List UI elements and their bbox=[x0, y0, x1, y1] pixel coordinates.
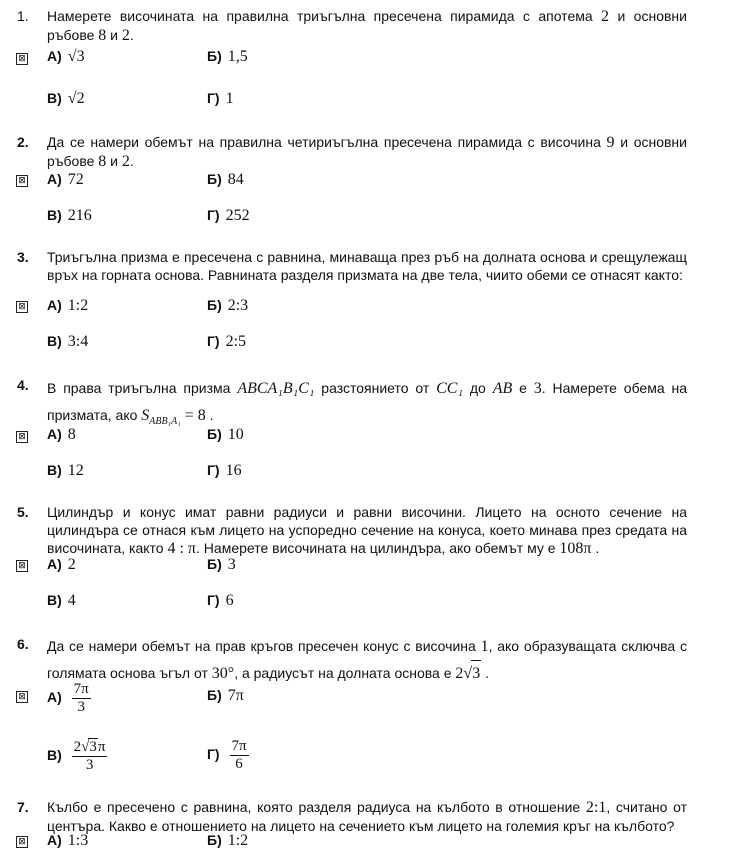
question-text: Да се намери обемът на правилна четириъгълна пресечена пирамида с височина 9 и основни ръбове 8 и 2. bbox=[47, 134, 687, 170]
option-b[interactable]: Б) 3 bbox=[207, 556, 236, 573]
option-d[interactable]: Г) 1 bbox=[207, 90, 234, 107]
option-b[interactable]: Б) 84 bbox=[207, 171, 244, 188]
question-text: Цилиндър и конус имат равни радиуси и равни височини. Лицето на осното сечение на цилиндъра се отнася към лицето на успоредно сечение на конуса, което минава през средата на височината, както 4 : π. Намерете височината на цилиндъра, ако обемът му е 108π . bbox=[47, 504, 687, 557]
fraction: $\frac{2√3\pi}{3}$ bbox=[73, 739, 106, 773]
question-text: Кълбо е пресечено с равнина, която разделя радиуса на кълбото в отношение 2:1, считано от центъра. Какво е отношението на лицето на сечението към лицето на големия кръг на кълбото? bbox=[47, 799, 687, 834]
question-text: Намерете височината на правилна триъгълна пресечена пирамида с апотема 2 и основни ръбове 8 и 2. bbox=[47, 8, 687, 44]
option-a[interactable]: А) 8 bbox=[47, 426, 76, 443]
question-number: 1. bbox=[17, 8, 29, 24]
option-d[interactable]: Г) $\frac{7\pi}{6}$ bbox=[207, 738, 247, 772]
option-c[interactable]: В) 4 bbox=[47, 592, 76, 609]
question-number: 2. bbox=[17, 134, 29, 150]
question-text: В права триъгълна призма ABCA₁B₁C₁ разстоянието от CC₁ до AB е 3. Намерете обема на призмата, ако $S_{ABB_1A_1} = 8$ . bbox=[47, 380, 688, 427]
question-text: Триъгълна призма е пресечена с равнина, минаваща през ръб на долната основа и срещулежащ връх на горната основа. Равнината разделя призмата на две тела, чиито обеми се отнасят както: bbox=[47, 249, 687, 283]
answer-checkbox[interactable]: ⊠ bbox=[16, 560, 28, 572]
answer-checkbox[interactable]: ⊠ bbox=[16, 836, 28, 848]
answer-checkbox[interactable]: ⊠ bbox=[16, 301, 28, 313]
option-a[interactable]: А) 1:3 bbox=[47, 832, 89, 849]
option-c[interactable]: В) $\frac{2√3\pi}{3}$ bbox=[47, 739, 106, 773]
option-d[interactable]: Г) 252 bbox=[207, 207, 250, 224]
option-a[interactable]: А) 1:2 bbox=[47, 297, 89, 314]
answer-checkbox[interactable]: ⊠ bbox=[16, 175, 28, 187]
answer-checkbox[interactable]: ⊠ bbox=[16, 431, 28, 443]
option-b[interactable]: Б) 1,5 bbox=[207, 48, 248, 65]
option-a[interactable]: А) 2 bbox=[47, 556, 76, 573]
question-text: Да се намери обемът на прав кръгов пресечен конус с височина 1, ако образуващата сключва с голямата основа ъгъл от 30°, а радиусът на долната основа е 2√3 . bbox=[47, 633, 687, 687]
option-b[interactable]: Б) 10 bbox=[207, 426, 244, 443]
option-d[interactable]: Г) 16 bbox=[207, 462, 242, 479]
option-c[interactable]: В) √2 bbox=[47, 90, 85, 107]
option-b[interactable]: Б) 1:2 bbox=[207, 832, 249, 849]
question-number: 7. bbox=[17, 799, 29, 815]
question-number: 6. bbox=[17, 636, 29, 652]
question-number: 5. bbox=[17, 504, 29, 520]
option-d[interactable]: Г) 6 bbox=[207, 592, 234, 609]
option-c[interactable]: В) 216 bbox=[47, 207, 92, 224]
answer-checkbox[interactable]: ⊠ bbox=[16, 691, 28, 703]
option-b[interactable]: Б) 2:3 bbox=[207, 297, 249, 314]
fraction: $\frac{7\pi}{3}$ bbox=[73, 681, 89, 715]
answer-checkbox[interactable]: ⊠ bbox=[16, 53, 28, 65]
option-c[interactable]: В) 12 bbox=[47, 462, 84, 479]
option-a[interactable]: А) $\frac{7\pi}{3}$ bbox=[47, 681, 89, 715]
question-number: 4. bbox=[17, 377, 29, 393]
option-a[interactable]: А) √3 bbox=[47, 48, 85, 65]
option-c[interactable]: В) 3:4 bbox=[47, 333, 89, 350]
option-a[interactable]: А) 72 bbox=[47, 171, 84, 188]
question-number: 3. bbox=[17, 249, 29, 265]
option-d[interactable]: Г) 2:5 bbox=[207, 333, 247, 350]
option-b[interactable]: Б) 7π bbox=[207, 687, 244, 704]
fraction: $\frac{7\pi}{6}$ bbox=[231, 738, 247, 772]
